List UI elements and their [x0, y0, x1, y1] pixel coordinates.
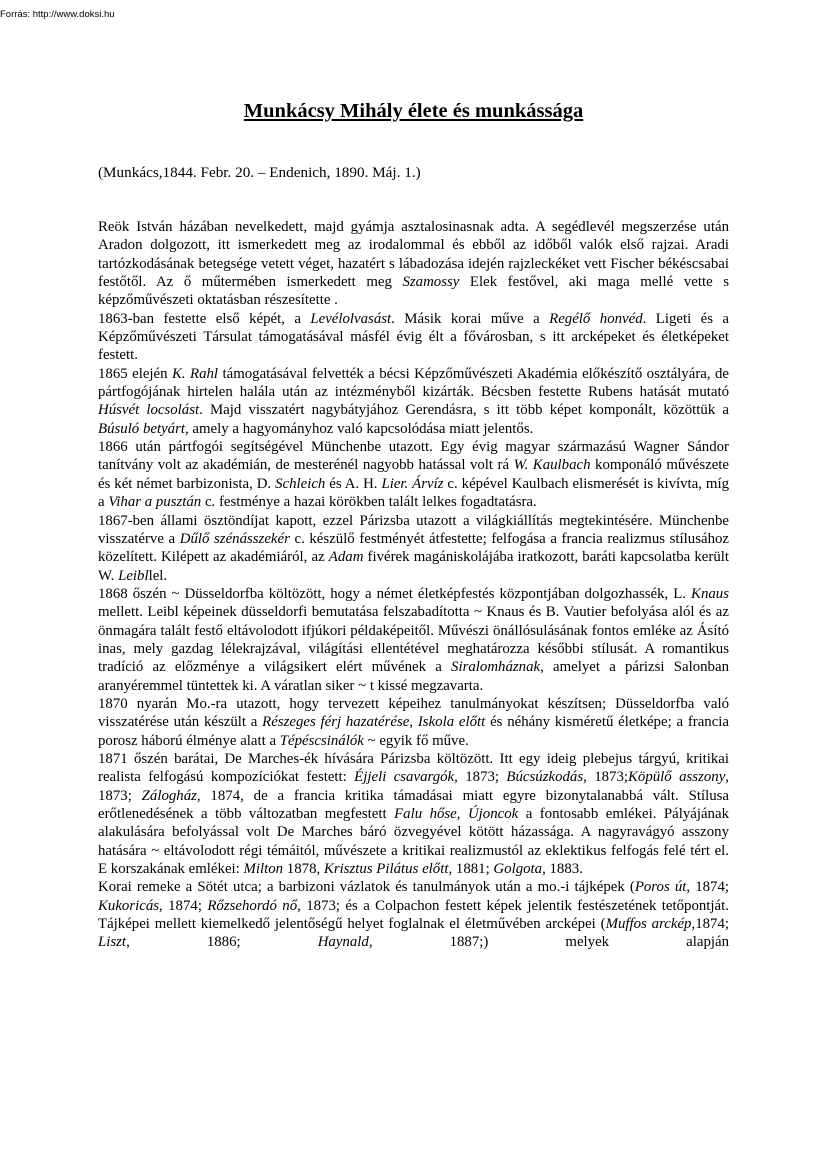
- italic-work-title: Haynald: [317, 934, 369, 951]
- italic-work-title: Krisztus Pilátus előtt: [323, 861, 449, 878]
- italic-work-title: Falu hőse: [394, 806, 457, 822]
- text-run: , 1874, de a francia kritika támadásai miatt egyre bizonytalanabbá vált. Stílusa erőtlenedésének a több változatban megfestett: [98, 787, 729, 822]
- text-run: ,1874;: [691, 916, 730, 933]
- text-run: 1871 őszén barátai, De Marches-ék hívására Párizsba költözött. Itt egy ideig plebejus tárgyú, kritikai realista felfogású kompozíciókat festett:: [98, 750, 729, 786]
- text-run: komponáló művészete és két német barbizonista, D.: [98, 457, 729, 492]
- text-run: és néhány kisméretű életképe; a francia porosz háború élménye alatt a: [98, 714, 730, 749]
- body-paragraph: [98, 512, 729, 585]
- text-run: Reök István házában nevelkedett, majd gyámja asztalosinasnak adta. A segédlevél megszerzése után Aradon dolgozott, itt ismerkedett meg az irodalommal és ebből az időből valók első rajzai. Aradi tartózkodásának betegsége vetett véget, hazatért s lábadozása idején rajzleckéket vett Fischer békéscsabai festőtől. Az ő műtermében ismerkedett meg: [98, 219, 729, 291]
- text-run: . Ligeti és a Képzőművészeti Társulat támogatásával másfél évig élt a fővárosban, s itt arcképeket és életképeket festett.: [98, 310, 729, 364]
- body-paragraph: [98, 310, 729, 365]
- text-run: , 1873; és a Colpachon festett képek jelentik festészetének tetőpontját. Tájképei mellett kiemelkedő jelentőségű helyet foglalnak el életművében arcképei (: [98, 897, 729, 933]
- italic-work-title: Tépéscsinálók: [279, 732, 364, 749]
- italic-work-title: Dűlő szénásszekér: [179, 530, 290, 547]
- text-run: 1868 őszén ~ Düsseldorfba költözött, hogy a német életképfestés központjában dolgozhassék, L.: [98, 585, 692, 602]
- text-run: c. festménye a hazai körökben talált lelkes fogadtatásra.: [201, 494, 537, 511]
- italic-work-title: Kukoricás: [98, 897, 160, 914]
- body-paragraph: [98, 218, 729, 310]
- text-run: fivérek magániskolájába iratkozott, baráti kapcsolatba került W.: [98, 549, 729, 584]
- text-run: Korai remeke a Sötét utca; a barbizoni vázlatok és tanulmányok után a mo.-i tájképek (: [98, 879, 635, 896]
- italic-work-title: Vihar a pusztán: [108, 494, 202, 511]
- italic-work-title: Regélő honvéd: [549, 310, 643, 327]
- italic-work-title: Éjjeli csavargók: [354, 769, 455, 786]
- body-paragraph: [98, 878, 729, 951]
- text-run: Elek festővel, aki maga mellé vette s képzőművészeti oktatásban részesítette .: [98, 274, 729, 309]
- italic-work-title: Szamossy: [402, 274, 460, 291]
- text-run: , 1887;) melyek alapján: [368, 934, 729, 951]
- text-run: , 1873;: [583, 769, 629, 786]
- italic-work-title: Milton: [243, 861, 284, 878]
- italic-work-title: Búcsúzkodás: [506, 769, 584, 786]
- italic-work-title: Húsvét locsolást: [98, 402, 200, 419]
- italic-work-title: K. Rahl: [171, 365, 219, 382]
- text-run: , 1881;: [448, 861, 494, 878]
- italic-work-title: Újoncok: [467, 806, 519, 822]
- text-run: amely a hagyományhoz való kapcsolódása miatt jelentős.: [188, 420, 534, 437]
- text-run: 1865 elején: [98, 365, 172, 382]
- body-paragraph: [98, 750, 729, 878]
- italic-work-title: Részeges férj hazatérése: [262, 714, 410, 731]
- text-run: , 1873;: [98, 769, 729, 804]
- life-dates: (Munkács,1844. Febr. 20. – Endenich, 1890. Máj. 1.): [98, 164, 421, 181]
- text-run: , 1874;: [159, 897, 208, 914]
- italic-work-title: Iskola előtt: [417, 714, 486, 731]
- italic-work-title: Búsuló betyárt,: [98, 420, 189, 437]
- italic-work-title: Zálogház: [141, 787, 197, 804]
- italic-work-title: Leibl: [118, 567, 149, 584]
- text-run: , 1873;: [454, 769, 507, 786]
- text-run: , 1874;: [686, 879, 730, 896]
- body-paragraph: [98, 695, 729, 750]
- italic-work-title: Rőzsehordó nő: [207, 897, 298, 914]
- text-run: a fontosabb emlékei. Pályájának alakulására befolyással volt De Marches báró özvegyével kötött házassága. A nagyravágyó asszony hatására ~ eltávolodott régi témáitól, művészete a kritikai realizmustól az eklektikus felfogás felé tért el. E korszakának emlékei:: [98, 806, 729, 878]
- text-run: . Majd visszatért nagybátyjához Gerendásra, s itt több képet komponált, közöttük a: [199, 402, 729, 419]
- text-run: ~ egyik fő műve.: [363, 732, 469, 749]
- italic-work-title: Levélolvasást: [310, 310, 392, 327]
- italic-work-title: W. Kaulbach: [513, 457, 591, 474]
- biography-body: [98, 218, 729, 952]
- italic-work-title: Lier. Árvíz: [381, 475, 444, 492]
- body-paragraph: [98, 585, 729, 695]
- text-run: és A. H.: [325, 475, 382, 492]
- text-run: 1863-ban festette első képét, a: [98, 310, 311, 327]
- text-run: c. képével Kaulbach elismerését is kivívta, míg a: [98, 475, 729, 511]
- text-run: 1870 nyarán Mo.-ra utazott, hogy tervezett képeihez tanulmányokat készítsen; Düsseldorfba való visszatérése után készült a: [98, 695, 729, 731]
- italic-work-title: Golgota: [493, 861, 543, 878]
- text-run: , amelyet a párizsi Salonban aranyéremmel tüntettek ki. A váratlan siker ~ t kissé megzavarta.: [98, 659, 729, 694]
- italic-work-title: Schleich: [275, 475, 326, 492]
- text-run: 1878,: [283, 861, 324, 878]
- italic-work-title: Poros út: [634, 879, 687, 896]
- body-paragraph: [98, 438, 729, 511]
- text-run: c. készülő festményét átfestette; felfogása a francia realizmus stílusához közelített. Kilépett az akadémiáról, az: [98, 530, 730, 566]
- italic-work-title: Adam: [328, 549, 364, 566]
- text-run: lel.: [148, 567, 168, 584]
- text-run: 1866 után pártfogói segítségével Münchenbe utazott. Egy évig magyar származású Wagner Sándor tanítvány volt az akadémián, de mesterénél nagyobb hatással volt rá: [98, 439, 729, 474]
- italic-work-title: Köpülő asszony: [628, 769, 726, 786]
- text-run: támogatásával felvették a bécsi Képzőművészeti Akadémia előkészítő osztályára, de pártfogójának hirtelen halála után az intézményből kizárták. Bécsben festette Rubens hatását mutató: [98, 365, 729, 401]
- text-run: ,: [456, 806, 468, 822]
- text-run: . Másik korai műve a: [391, 310, 550, 327]
- text-run: , 1886;: [126, 934, 318, 951]
- italic-work-title: Siralomháznak: [451, 659, 541, 676]
- text-run: ,: [409, 714, 418, 731]
- italic-work-title: Muffos arckép: [605, 916, 692, 933]
- text-run: mellett. Leibl képeinek düsseldorfi bemutatása felszabadította ~ Knaus és B. Vautier befolyása alól és az önmagára talált festő eltávolodott ifjúkori példaképeitől. Művészi önállósulásának fontos emléke az Ásító inas, mely gazdag lélekrajzával, világítási ellentétével meghatározza későbbi stílusát. A romantikus tradíció az előzménye a világsikert elért művének a: [98, 604, 729, 676]
- source-note: Forrás: http://www.doksi.hu: [0, 9, 115, 20]
- text-run: , 1883.: [542, 861, 583, 878]
- body-paragraph: [98, 365, 729, 438]
- text-run: 1867-ben állami ösztöndíjat kapott, ezzel Párizsba utazott a világkiállítás megtekintésére. Münchenbe visszatérve a: [98, 512, 729, 547]
- page-title: Munkácsy Mihály élete és munkássága: [243, 100, 584, 122]
- italic-work-title: Liszt: [98, 934, 127, 951]
- italic-work-title: Knaus: [691, 585, 729, 602]
